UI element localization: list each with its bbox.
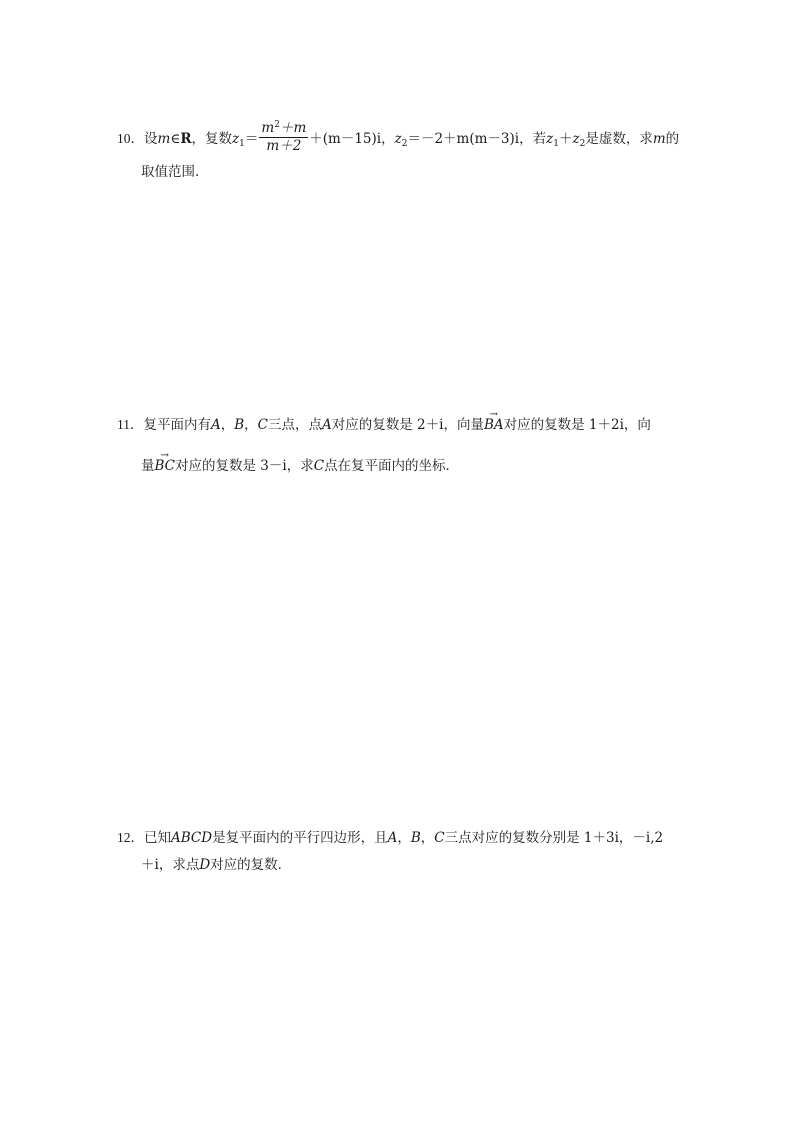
problem-11 [117,409,687,482]
text: 已知 [144,830,171,846]
var-B: B [234,417,245,433]
text: 对应的复数是 3－i，求 [175,458,314,474]
symbol-eq: ＝ [244,131,259,147]
fraction-numerator [259,122,308,138]
var-z: z [572,131,580,147]
text: ＋(m－15)i， [309,131,395,147]
var-B: B [410,830,421,846]
vector-label: BA [483,417,504,433]
problem-12-line-2 [141,859,291,873]
set-R: R [180,131,192,147]
superscript: 2 [274,120,280,130]
subscript: 1 [553,139,559,149]
text: ，复数 [191,131,233,147]
var-m: m [157,131,171,147]
text: 的 [665,131,680,147]
text: ＋m [279,120,307,136]
var-m: m [652,131,666,147]
text: 量 [141,458,155,474]
var-z: z [394,131,402,147]
vector-BA [483,409,504,433]
symbol-in: ∈ [170,131,181,147]
vector-BC [154,450,176,474]
vector-arrow: → [160,450,169,461]
subscript: 2 [579,139,586,149]
var-C: C [313,458,325,474]
fraction [259,122,308,153]
problem-10 [117,118,687,188]
var-z: z [546,131,554,147]
text: 是虚数，求 [585,131,653,147]
text: 点在复平面内的坐标． [324,458,460,474]
text: 对应的复数． [210,857,292,873]
problem-number: 12． [117,830,144,845]
fraction-denominator: m＋2 [266,137,302,154]
text: 是复平面内的平行四边形，且 [212,830,388,846]
text: 对应的复数是 1＋2i，向 [503,417,651,433]
vector-label: BC [154,458,176,474]
text: 对应的复数是 2＋i，向量 [331,417,484,433]
text: ， [420,830,435,846]
text: ＝－2＋m(m－3)i，若 [407,131,547,147]
symbol-plus: ＋ [558,131,573,147]
problem-number: 10． [117,131,144,146]
text: ， [244,417,258,433]
problem-12-line-1 [117,831,663,846]
var-z: z [232,131,240,147]
problem-11-line-1 [117,409,651,433]
problem-10-line-1 [117,120,680,155]
text: 复平面内有 [143,417,211,433]
text: 三点，点 [268,417,323,433]
text: ， [397,830,411,846]
subscript: 2 [401,139,408,149]
var-C: C [257,417,269,433]
var-m: m [261,120,275,136]
var-D: D [199,857,211,873]
text: ＋i，求点 [141,857,200,873]
var-ABCD: ABCD [171,830,213,846]
text: ， [220,417,235,433]
var-A: A [211,417,221,433]
problem-number: 11． [117,417,144,432]
var-A: A [387,830,398,846]
text: 三点对应的复数分别是 1＋3i，－i,2 [444,830,664,846]
vector-arrow: → [489,409,498,420]
text: 设 [144,131,158,147]
var-C: C [434,830,445,846]
subscript: 1 [239,139,245,149]
problem-10-line-2: 取值范围． [141,164,209,180]
problem-11-line-2 [141,450,460,474]
problem-12 [117,825,687,895]
var-A: A [322,417,332,433]
